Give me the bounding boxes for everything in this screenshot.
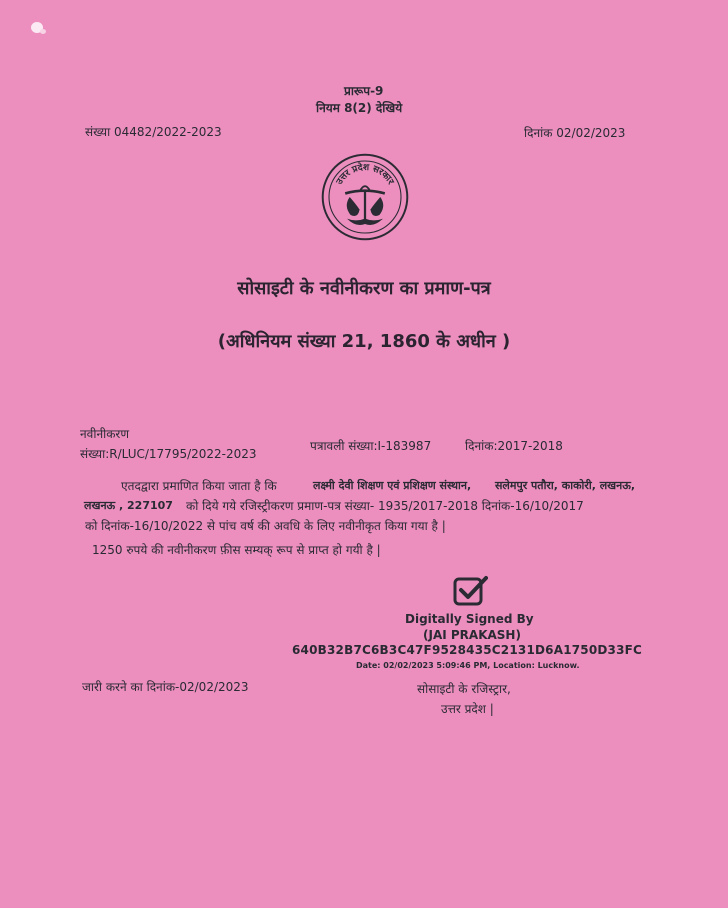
certify-text: एतदद्वारा प्रमाणित किया जाता है कि: [121, 479, 277, 493]
signer-name: (JAI PRAKASH): [423, 628, 521, 642]
certificate-title: सोसाइटी के नवीनीकरण का प्रमाण-पत्र: [237, 278, 491, 299]
up-government-seal-icon: [320, 152, 410, 242]
society-address-city: लखनऊ , 227107: [84, 499, 173, 512]
signature-hash: 640B32B7C6B3C47F9528435C2131D6A1750D33FC: [292, 643, 643, 657]
registrar-title: सोसाइटी के रजिस्ट्रार,: [417, 682, 511, 696]
fee-text: 1250 रुपये की नवीनीकरण फ़ीस सम्यक् रूप से प्राप्त हो गयी है |: [92, 543, 381, 557]
svg-text:उत्तर प्रदेश सरकार: [334, 161, 395, 187]
seal-text: उत्तर प्रदेश सरकार: [334, 162, 396, 187]
certificate-number: संख्या 04482/2022-2023: [85, 125, 222, 139]
checkmark-box-icon: [453, 575, 488, 607]
validity-text: को दिनांक-16/10/2022 से पांच वर्ष की अवधि के लिए नवीनीकृत किया गया है |: [85, 519, 446, 533]
issue-date: जारी करने का दिनांक-02/02/2023: [82, 680, 249, 694]
renewal-label: नवीनीकरण: [80, 427, 130, 441]
form-number: प्रारूप-9: [344, 84, 384, 98]
file-date: दिनांक:2017-2018: [465, 439, 563, 453]
act-subtitle: (अधिनियम संख्या 21, 1860 के अधीन ): [217, 331, 511, 352]
paper-spot: [40, 29, 46, 34]
society-name: लक्ष्मी देवी शिक्षण एवं प्रशिक्षण संस्थान,: [313, 479, 472, 492]
signature-date-location: Date: 02/02/2023 5:09:46 PM, Location: Lucknow.: [356, 661, 580, 670]
file-number: पत्रावली संख्या:I-183987: [310, 439, 432, 453]
digitally-signed-label: Digitally Signed By: [405, 612, 534, 626]
registration-text: को दिये गये रजिस्ट्रीकरण प्रमाण-पत्र संख्या- 1935/2017-2018 दिनांक-16/10/2017: [186, 499, 584, 513]
registrar-state: उत्तर प्रदेश |: [441, 702, 494, 716]
rule-reference: नियम 8(2) देखिये: [316, 101, 403, 115]
certificate-date: दिनांक 02/02/2023: [524, 126, 626, 140]
renewal-number: संख्या:R/LUC/17795/2022-2023: [80, 447, 257, 461]
society-address: सलेमपुर पतौरा, काकोरी, लखनऊ,: [495, 479, 636, 492]
